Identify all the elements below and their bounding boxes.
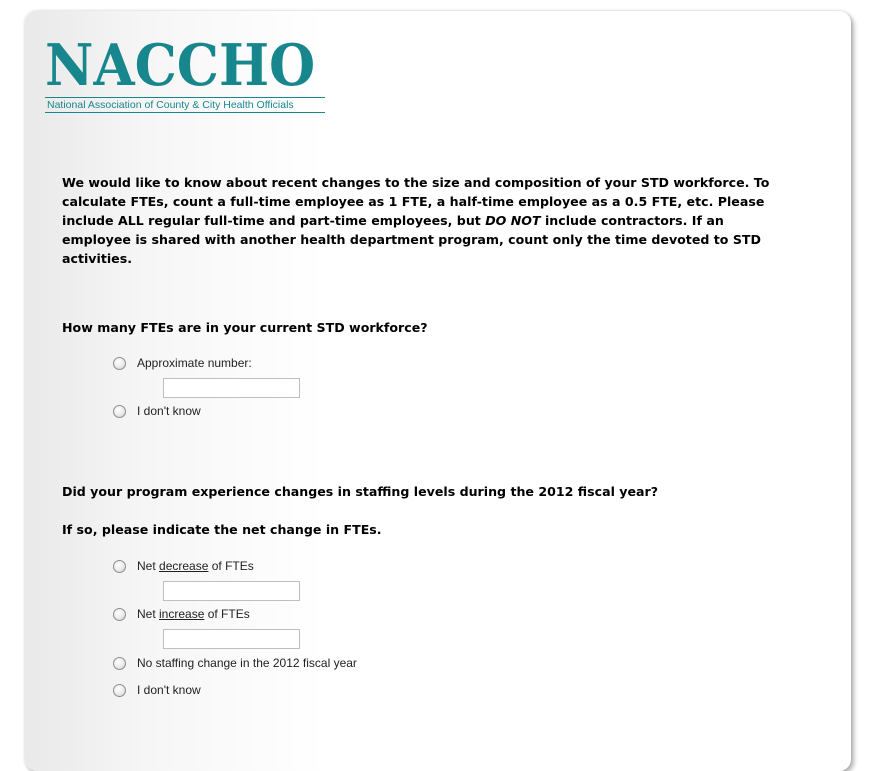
q1-option-approximate[interactable]: [113, 354, 252, 372]
question-2-text: Did your program experience changes in staffing levels during the 2012 fiscal year?: [62, 484, 659, 499]
q1-approximate-number-input[interactable]: [163, 378, 300, 398]
intro-text-part1: We would like to know about recent changes to the size and composition of your STD workforce. To calculate FTEs, count a full-time employee as 1 FTE, a half-time employee as a 0.5 FTE, etc. Please include ALL regular full-time and part-time employees, but: [62, 175, 770, 228]
q1-option-approximate-label: Approximate number:: [137, 356, 252, 370]
question-2-subtext: If so, please indicate the net change in FTEs.: [62, 522, 382, 537]
q2-net-increase-input[interactable]: [163, 629, 300, 649]
q2-radio-net-increase[interactable]: [113, 608, 126, 621]
q2-option-dont-know[interactable]: [113, 681, 201, 699]
q2-option-no-change-label: No staffing change in the 2012 fiscal year: [137, 656, 357, 670]
q2-radio-net-decrease[interactable]: [113, 560, 126, 573]
intro-emphasis: DO NOT: [485, 213, 541, 228]
naccho-logo: [45, 32, 327, 113]
question-1-text: How many FTEs are in your current STD workforce?: [62, 320, 428, 335]
q2-option-no-change[interactable]: [113, 654, 357, 672]
intro-paragraph: [62, 173, 797, 268]
logo-tagline: National Association of County & City Health Officials: [45, 97, 325, 113]
q1-radio-dont-know[interactable]: [113, 405, 126, 418]
q1-option-dont-know[interactable]: [113, 402, 201, 420]
logo-wordmark: NACCHO: [45, 32, 316, 99]
intro-text-part2: include contractors. If an employee is shared with another health department program, count only the time devoted to STD activities.: [62, 213, 761, 266]
q2-option-dont-know-label: I don't know: [137, 683, 201, 697]
q2-option-net-increase[interactable]: [113, 605, 250, 623]
q2-option-net-increase-label: Net increase of FTEs: [137, 607, 250, 621]
q1-option-dont-know-label: I don't know: [137, 404, 201, 418]
q2-radio-no-change[interactable]: [113, 657, 126, 670]
q2-radio-dont-know[interactable]: [113, 684, 126, 697]
q2-option-net-decrease[interactable]: [113, 557, 254, 575]
survey-card: [25, 11, 851, 771]
q2-option-net-decrease-label: Net decrease of FTEs: [137, 559, 254, 573]
q1-radio-approximate[interactable]: [113, 357, 126, 370]
q2-net-decrease-input[interactable]: [163, 581, 300, 601]
